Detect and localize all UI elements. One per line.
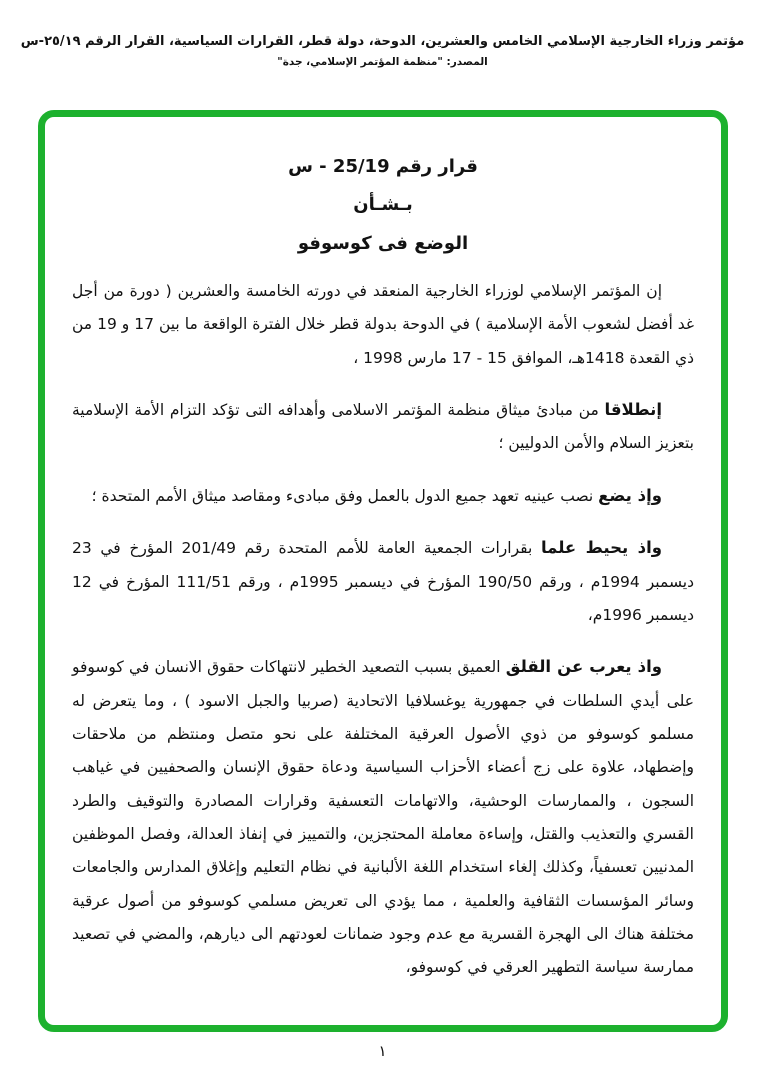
paragraph-lead: إنطلاقا [604, 399, 662, 419]
paragraph-text: نصب عينيه تعهد جميع الدول بالعمل وفق مبادىء ومقاصد ميثاق الأمم المتحدة ؛ [91, 486, 594, 505]
paragraph-preamble [72, 273, 694, 375]
resolution-subject-title: الوضع فى كوسوفو [297, 232, 469, 254]
page-number: ١ [378, 1042, 387, 1060]
paragraph-lead: واذ يعرب عن القلق [505, 657, 663, 677]
header-source-line: المصدر: "منظمة المؤتمر الإسلامي، جدة" [277, 56, 488, 68]
paragraph-text: بقرارات الجمعية العامة للأمم المتحدة رقم 201/49 المؤرخ في 23 ديسمبر 1994م ، ورقم 190/50 المؤرخ في ديسمبر 1995م ، ورقم 111/51 المؤرخ في 12 ديسمبر 1996م، [72, 539, 694, 625]
paragraph-un-charter [72, 478, 694, 513]
paragraph-un-resolutions [72, 530, 694, 632]
resolution-concerning-label: بـشـأن [353, 194, 413, 216]
document-header [0, 34, 765, 68]
paragraph-lead: وإذ يضع [598, 485, 662, 505]
paragraph-text: العميق بسبب التصعيد الخطير لانتهاكات حقوق الانسان في كوسوفو على أيدي السلطات في جمهورية يوغسلافيا الاتحادية (صربيا والجبل الاسود ) ، وما يتعرض له مسلمو كوسوفو من ذوي الأصول العرقية المختلفة على نحو متصل ومنتظم من ملاحقات وإضطهاد، علاوة على زج أعضاء الأحزاب السياسية ودعاة حقوق الإنسان والصحفيين في غياهب السجون ، والممارسات الوحشية، والاتهامات التعسفية وقرارات المصادرة والتوقيف والطرد القسري والتعذيب والقتل، وإساءة معاملة المحتجزين، والتمييز في إنفاذ العدالة، وفصل الموظفين المدنيين تعسفياً، وكذلك إلغاء استخدام اللغة الألبانية في نظام التعليم وإغلاق المدارس والجامعات وسائر المؤسسات الثقافية والعلمية ، مما يؤدي الى تعريض مسلمي كوسوفو من أصول عرقية مختلفة هناك الى الهجرة القسرية مع عدم وجود ضمانات لعودتهم الى ديارهم، والمضي في تصعيد ممارسة سياسة التطهير العرقي في كوسوفو، [72, 658, 694, 977]
paragraph-text: إن المؤتمر الإسلامي لوزراء الخارجية المنعقد في دورته الخامسة والعشرين ( دورة من أجل غد أفضل لشعوب الأمة الإسلامية ) في الدوحة بدولة قطر خلال الفترة الواقعة ما بين 17 و 19 من ذي القعدة 1418هـ، الموافق 15 - 17 مارس 1998 ، [72, 281, 694, 367]
paragraph-text: من مبادئ ميثاق منظمة المؤتمر الاسلامى وأهدافه التى تؤكد التزام الأمة الإسلامية بتعزيز السلام والأمن الدوليين ؛ [72, 400, 694, 453]
resolution-title-block [72, 155, 694, 256]
header-citation-line: مؤتمر وزراء الخارجية الإسلامي الخامس والعشرين، الدوحة، دولة قطر، القرارات السياسية، القرار الرقم ٢٥/١٩-س [20, 34, 745, 49]
resolution-number-title: قرار رقم 25/19 - س [288, 156, 478, 177]
paragraph-deep-concern [72, 649, 694, 984]
paragraph-lead: واذ يحيط علما [540, 538, 662, 558]
green-border-frame [38, 110, 728, 1032]
paragraph-principles [72, 392, 694, 461]
document-body [45, 117, 721, 985]
